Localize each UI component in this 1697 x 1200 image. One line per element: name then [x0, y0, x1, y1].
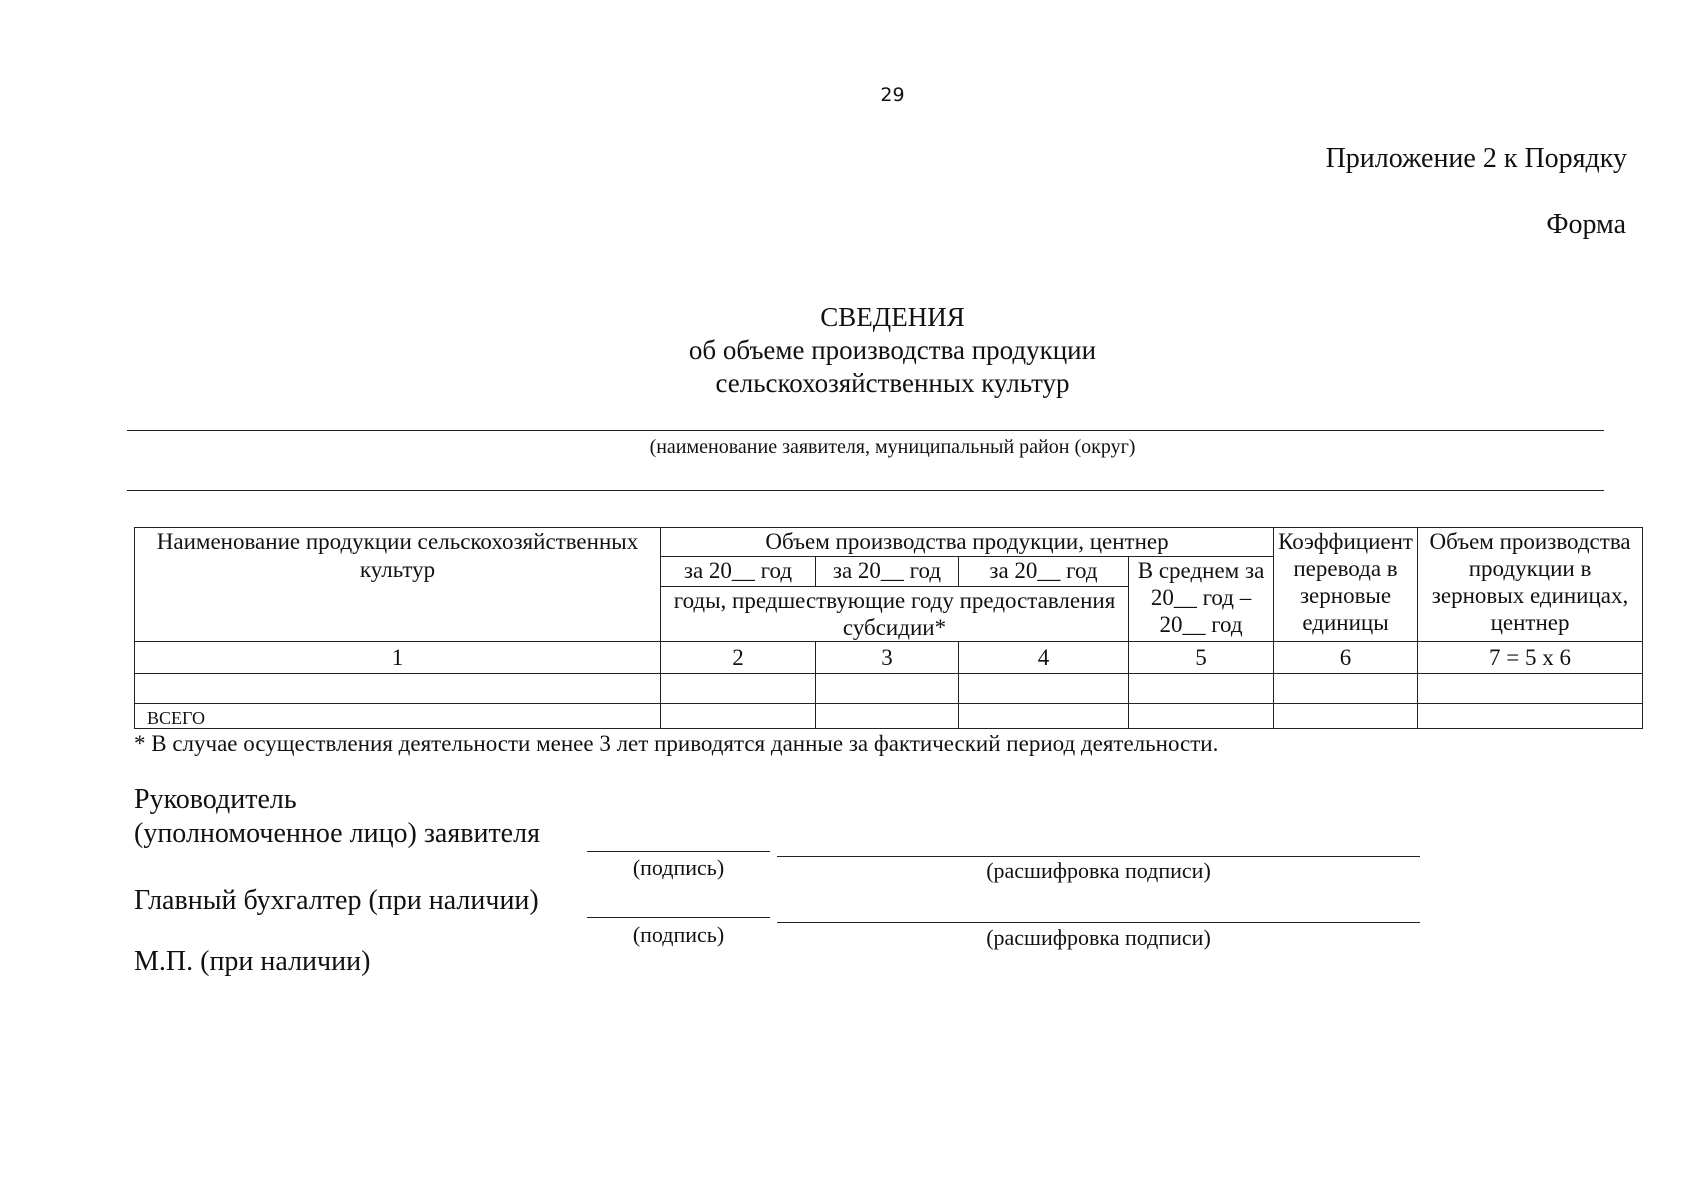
table-cell[interactable] — [1418, 674, 1643, 704]
page-number: 29 — [880, 84, 905, 106]
appendix-reference: Приложение 2 к Порядку — [1325, 143, 1627, 174]
header-average: В среднем за 20__ год – 20__ год — [1129, 557, 1274, 642]
column-number: 6 — [1274, 642, 1418, 674]
column-number: 2 — [661, 642, 816, 674]
table-cell[interactable] — [135, 674, 661, 704]
accountant-decode-line[interactable] — [777, 922, 1420, 923]
column-number: 3 — [816, 642, 959, 674]
header-grain-unit-volume: Объем производства продукции в зерновых единицах, центнер — [1418, 528, 1643, 642]
head-decode-line[interactable] — [777, 856, 1420, 857]
stamp-label: М.П. (при наличии) — [134, 946, 371, 977]
total-label: ВСЕГО — [135, 704, 661, 729]
table-cell[interactable] — [1274, 674, 1418, 704]
column-number: 1 — [135, 642, 661, 674]
accountant-decode-caption: (расшифровка подписи) — [986, 925, 1211, 950]
footnote: * В случае осуществления деятельности менее 3 лет приводятся данные за фактический период деятельности. — [134, 731, 1219, 756]
applicant-caption: (наименование заявителя, муниципальный район (округ) — [649, 436, 1136, 458]
header-prior-years-note: годы, предшествующие году предоставления субсидии* — [661, 587, 1129, 642]
form-label: Форма — [1546, 209, 1626, 240]
applicant-fill-line-2[interactable] — [127, 490, 1604, 491]
title-line-1: СВЕДЕНИЯ — [820, 302, 965, 332]
title-line-2: об объеме производства продукции — [688, 335, 1097, 365]
production-table — [134, 527, 1643, 729]
table-cell[interactable] — [1129, 674, 1274, 704]
head-label-line-2: (уполномоченное лицо) заявителя — [134, 818, 540, 849]
document-title — [0, 301, 1697, 400]
column-number: 5 — [1129, 642, 1274, 674]
header-year-3: за 20__ год — [959, 557, 1129, 587]
table-cell[interactable] — [661, 704, 816, 729]
head-signature-line[interactable] — [587, 851, 770, 852]
total-row — [135, 704, 1643, 729]
table-cell[interactable] — [1274, 704, 1418, 729]
table-cell[interactable] — [1129, 704, 1274, 729]
header-conversion-coefficient: Коэффициент перевода в зерновые единицы — [1274, 528, 1418, 642]
accountant-label: Главный бухгалтер (при наличии) — [134, 885, 539, 916]
table-row — [135, 674, 1643, 704]
table-cell[interactable] — [959, 674, 1129, 704]
header-product-name: Наименование продукции сельскохозяйственных культур — [135, 528, 661, 642]
table-cell[interactable] — [1418, 704, 1643, 729]
header-year-2: за 20__ год — [816, 557, 959, 587]
head-signature-caption: (подпись) — [632, 855, 725, 880]
accountant-signature-line[interactable] — [587, 917, 770, 918]
table-cell[interactable] — [816, 674, 959, 704]
table-cell[interactable] — [959, 704, 1129, 729]
accountant-signature-caption: (подпись) — [632, 922, 725, 947]
column-number: 7 = 5 x 6 — [1418, 642, 1643, 674]
title-line-3: сельскохозяйственных культур — [715, 368, 1070, 398]
head-decode-caption: (расшифровка подписи) — [986, 858, 1211, 883]
table-cell[interactable] — [816, 704, 959, 729]
head-label-line-1: Руководитель — [134, 784, 297, 815]
head-label — [134, 783, 540, 851]
header-year-1: за 20__ год — [661, 557, 816, 587]
applicant-fill-line[interactable] — [127, 430, 1604, 431]
column-number: 4 — [959, 642, 1129, 674]
header-production-volume: Объем производства продукции, центнер — [661, 528, 1274, 557]
table-cell[interactable] — [661, 674, 816, 704]
